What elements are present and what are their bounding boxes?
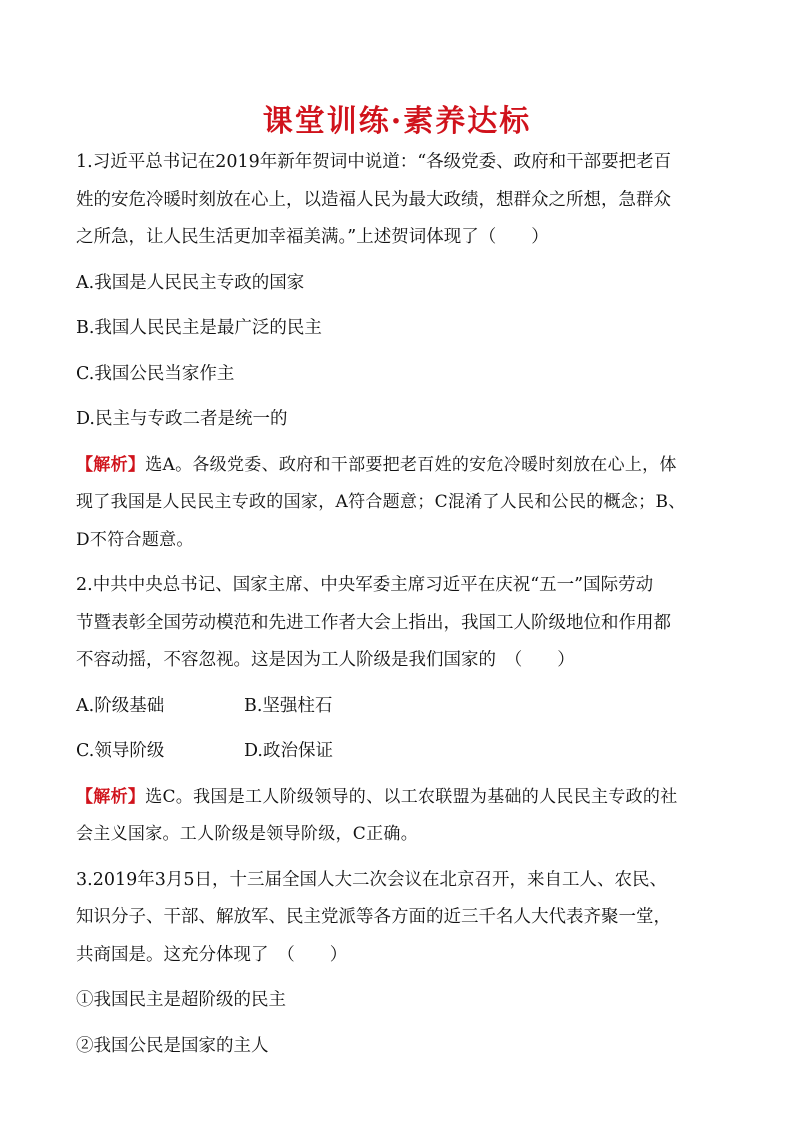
- question-3: [76, 862, 724, 1066]
- statement-2: ②我国公民是国家的主人: [76, 1035, 269, 1056]
- question-text-line: 之所急，让人民生活更加幸福美满。”上述贺词体现了（ ）: [76, 227, 549, 247]
- analysis-tag: 【解析】: [76, 786, 146, 807]
- question-text-line: 知识分子、干部、解放军、民主党派等各方面的近三千名人大代表齐聚一堂，: [76, 907, 671, 927]
- analysis-line: [76, 779, 724, 817]
- analysis-line: [76, 447, 724, 485]
- option-d: D.政治保证: [244, 741, 333, 761]
- question-text-line: 1.习近平总书记在2019年新年贺词中说道：“各级党委、政府和干部要把老百: [76, 152, 672, 172]
- option-a: A.我国是人民民主专政的国家: [76, 272, 305, 293]
- statement-1: ①我国民主是超阶级的民主: [76, 990, 286, 1010]
- question-1: [76, 144, 724, 559]
- page-title: 课堂训练·素养达标: [262, 104, 532, 139]
- analysis-line: 会主义国家。工人阶级是领导阶级，C正确。: [76, 824, 419, 844]
- option-d: D.民主与专政二者是统一的: [76, 409, 288, 429]
- analysis-text: 选A。各级党委、政府和干部要把老百姓的安危冷暖时刻放在心上，体: [145, 454, 677, 475]
- option-b: B.坚强柱石: [244, 695, 333, 716]
- question-text-line: 姓的安危冷暖时刻放在心上，以造福人民为最大政绩，想群众之所想，急群众: [76, 189, 671, 210]
- option-row: [76, 688, 724, 726]
- question-text-line: 2.中共中央总书记、国家主席、中央军委主席习近平在庆祝“五一”国际劳动: [76, 575, 654, 595]
- question-text-line: 不容动摇，不容忽视。这是因为工人阶级是我们国家的 （ ）: [76, 650, 575, 670]
- question-2: [76, 567, 724, 854]
- analysis-text: 选C。我国是工人阶级领导的、以工农联盟为基础的人民民主专政的社: [145, 786, 678, 807]
- question-text-line: 共商国是。这充分体现了 （ ）: [76, 944, 348, 965]
- option-a: A.阶级基础: [76, 695, 165, 716]
- question-text-line: 3.2019年3月5日，十三届全国人大二次会议在北京召开，来自工人、农民、: [76, 869, 667, 890]
- question-text-line: 节暨表彰全国劳动模范和先进工作者大会上指出，我国工人阶级地位和作用都: [76, 612, 671, 633]
- exercise-content: [76, 144, 724, 1065]
- analysis-line: D不符合题意。: [76, 529, 194, 550]
- option-row: [76, 733, 724, 771]
- option-b: B.我国人民民主是最广泛的民主: [76, 318, 322, 338]
- analysis-tag: 【解析】: [76, 454, 146, 475]
- option-c: C.我国公民当家作主: [76, 363, 235, 384]
- analysis-line: 现了我国是人民民主专政的国家，A符合题意；C混淆了人民和公民的概念；B、: [76, 492, 686, 512]
- option-c: C.领导阶级: [76, 741, 165, 761]
